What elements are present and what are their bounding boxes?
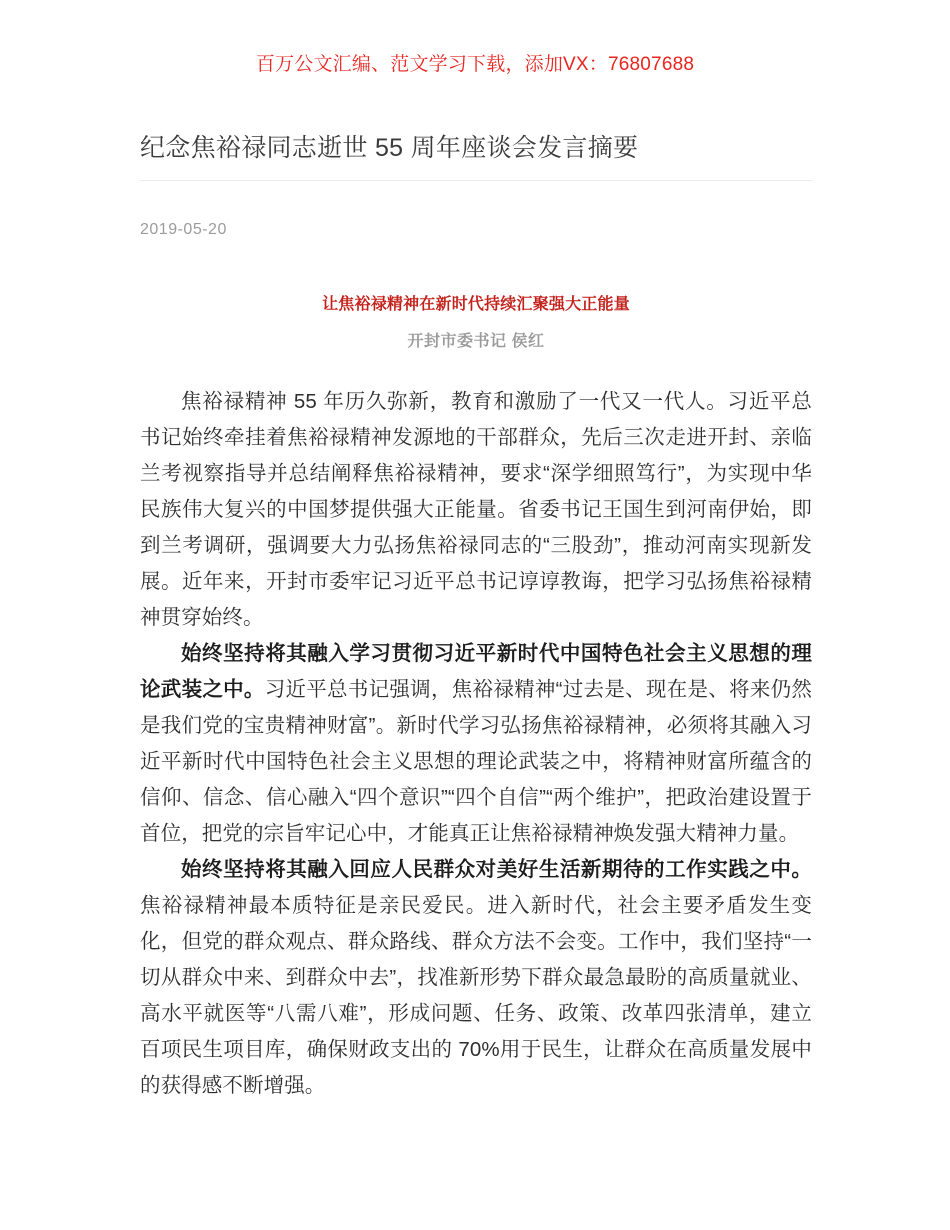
paragraph [140,636,812,852]
body-copy [140,384,812,1104]
paragraph-text: 习近平总书记强调，焦裕禄精神“过去是、现在是、将来仍然是我们党的宝贵精神财富”。新时代学习弘扬焦裕禄精神，必须将其融入习近平新时代中国特色社会主义思想的理论武装之中，将精神财富所蕴含的信仰、信念、信心融入“四个意识”“四个自信”“两个维护”，把政治建设置于首位，把党的宗旨牢记心中，才能真正让焦裕禄精神焕发强大精神力量。 [140,678,812,845]
promo-banner: 百万公文汇编、范文学习下载，添加VX：76807688 [255,54,695,75]
paragraph-lead: 始终坚持将其融入学习贯彻习近平新时代中国特色社会主义思想的理论武装之中。 [140,642,812,701]
paragraph [140,384,812,636]
document-subtitle: 让焦裕禄精神在新时代持续汇聚强大正能量 [322,296,630,313]
paragraph [140,852,812,1104]
paragraph-lead: 始终坚持将其融入回应人民群众对美好生活新期待的工作实践之中。 [181,858,812,881]
publish-date: 2019-05-20 [140,221,227,238]
paragraph-text: 焦裕禄精神 55 年历久弥新，教育和激励了一代又一代人。习近平总书记始终牵挂着焦裕禄精神发源地的干部群众，先后三次走进开封、亲临兰考视察指导并总结阐释焦裕禄精神，要求“深学细照笃行”，为实现中华民族伟大复兴的中国梦提供强大正能量。省委书记王国生到河南伊始，即到兰考调研，强调要大力弘扬焦裕禄同志的“三股劲”，推动河南实现新发展。近年来，开封市委牢记习近平总书记谆谆教诲，把学习弘扬焦裕禄精神贯穿始终。 [140,390,812,629]
page-title: 纪念焦裕禄同志逝世 55 周年座谈会发言摘要 [140,134,639,162]
article-container [140,78,812,1104]
document-byline: 开封市委书记 侯红 [407,333,545,350]
paragraph-text: 焦裕禄精神最本质特征是亲民爱民。进入新时代，社会主要矛盾发生变化，但党的群众观点、群众路线、群众方法不会变。工作中，我们坚持“一切从群众中来、到群众中去”，找准新形势下群众最急最盼的高质量就业、高水平就医等“八需八难”，形成问题、任务、政策、改革四张清单，建立百项民生项目库，确保财政支出的 70%用于民生，让群众在高质量发展中的获得感不断增强。 [140,894,812,1097]
title-divider [140,180,812,181]
